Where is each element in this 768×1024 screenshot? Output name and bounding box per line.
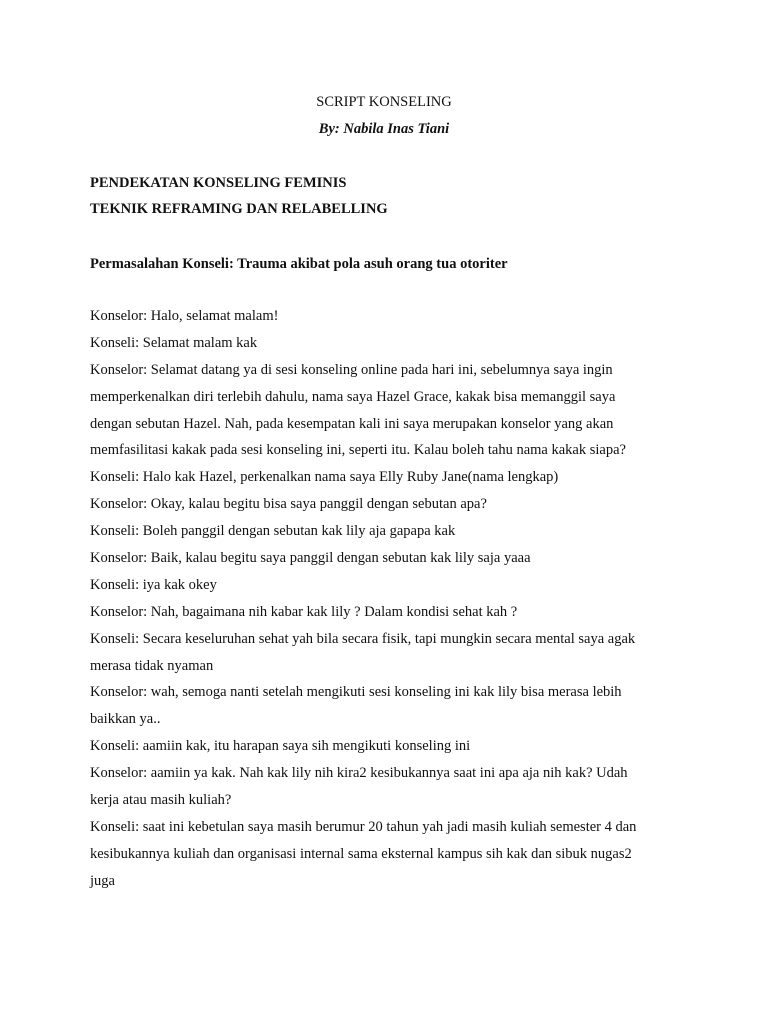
dialogue-line: Konselor: Baik, kalau begitu saya panggil dengan sebutan kak lily saja yaaa <box>90 550 531 567</box>
dialogue-line: memfasilitasi kakak pada sesi konseling ini, seperti itu. Kalau boleh tahu nama kakak siapa? <box>90 442 626 459</box>
section-heading-approach: PENDEKATAN KONSELING FEMINIS <box>90 175 347 191</box>
problem-statement: Permasalahan Konseli: Trauma akibat pola asuh orang tua otoriter <box>90 256 508 272</box>
dialogue-line: baikkan ya.. <box>90 711 161 728</box>
dialogue-line: Konseli: Boleh panggil dengan sebutan kak lily aja gapapa kak <box>90 523 456 540</box>
dialogue-line: Konselor: aamiin ya kak. Nah kak lily nih kira2 kesibukannya saat ini apa aja nih kak? Udah <box>90 765 628 782</box>
dialogue-line: kerja atau masih kuliah? <box>90 792 232 809</box>
dialogue-line: Konselor: Nah, bagaimana nih kabar kak lily ? Dalam kondisi sehat kah ? <box>90 603 518 620</box>
dialogue-line: kesibukannya kuliah dan organisasi internal sama eksternal kampus sih kak dan sibuk nugas2 <box>90 845 632 862</box>
dialogue-transcript <box>90 307 680 899</box>
dialogue-line: Konselor: wah, semoga nanti setelah mengikuti sesi konseling ini kak lily bisa merasa lebih <box>90 684 622 701</box>
dialogue-line: Konseli: Secara keseluruhan sehat yah bila secara fisik, tapi mungkin secara mental saya agak <box>90 630 636 647</box>
document-author: By: Nabila Inas Tiani <box>318 121 450 137</box>
document-title: SCRIPT KONSELING <box>316 94 452 110</box>
dialogue-line: Konselor: Selamat datang ya di sesi konseling online pada hari ini, sebelumnya saya ingin <box>90 361 613 378</box>
dialogue-line: memperkenalkan diri terlebih dahulu, nama saya Hazel Grace, kakak bisa memanggil saya <box>90 388 616 405</box>
dialogue-line: Konseli: Halo kak Hazel, perkenalkan nama saya Elly Ruby Jane(nama lengkap) <box>90 469 559 486</box>
section-heading-technique: TEKNIK REFRAMING DAN RELABELLING <box>90 201 388 217</box>
dialogue-line: Konselor: Okay, kalau begitu bisa saya panggil dengan sebutan apa? <box>90 496 487 513</box>
dialogue-line: Konseli: Selamat malam kak <box>90 334 258 351</box>
dialogue-line: merasa tidak nyaman <box>90 657 214 674</box>
dialogue-line: juga <box>90 872 115 889</box>
dialogue-line: dengan sebutan Hazel. Nah, pada kesempatan kali ini saya merupakan konselor yang akan <box>90 415 614 432</box>
dialogue-line: Konseli: aamiin kak, itu harapan saya sih mengikuti konseling ini <box>90 738 471 755</box>
dialogue-line: Konselor: Halo, selamat malam! <box>90 308 279 324</box>
dialogue-line: Konseli: saat ini kebetulan saya masih berumur 20 tahun yah jadi masih kuliah semester 4 dan <box>90 818 637 835</box>
dialogue-line: Konseli: iya kak okey <box>90 576 217 593</box>
